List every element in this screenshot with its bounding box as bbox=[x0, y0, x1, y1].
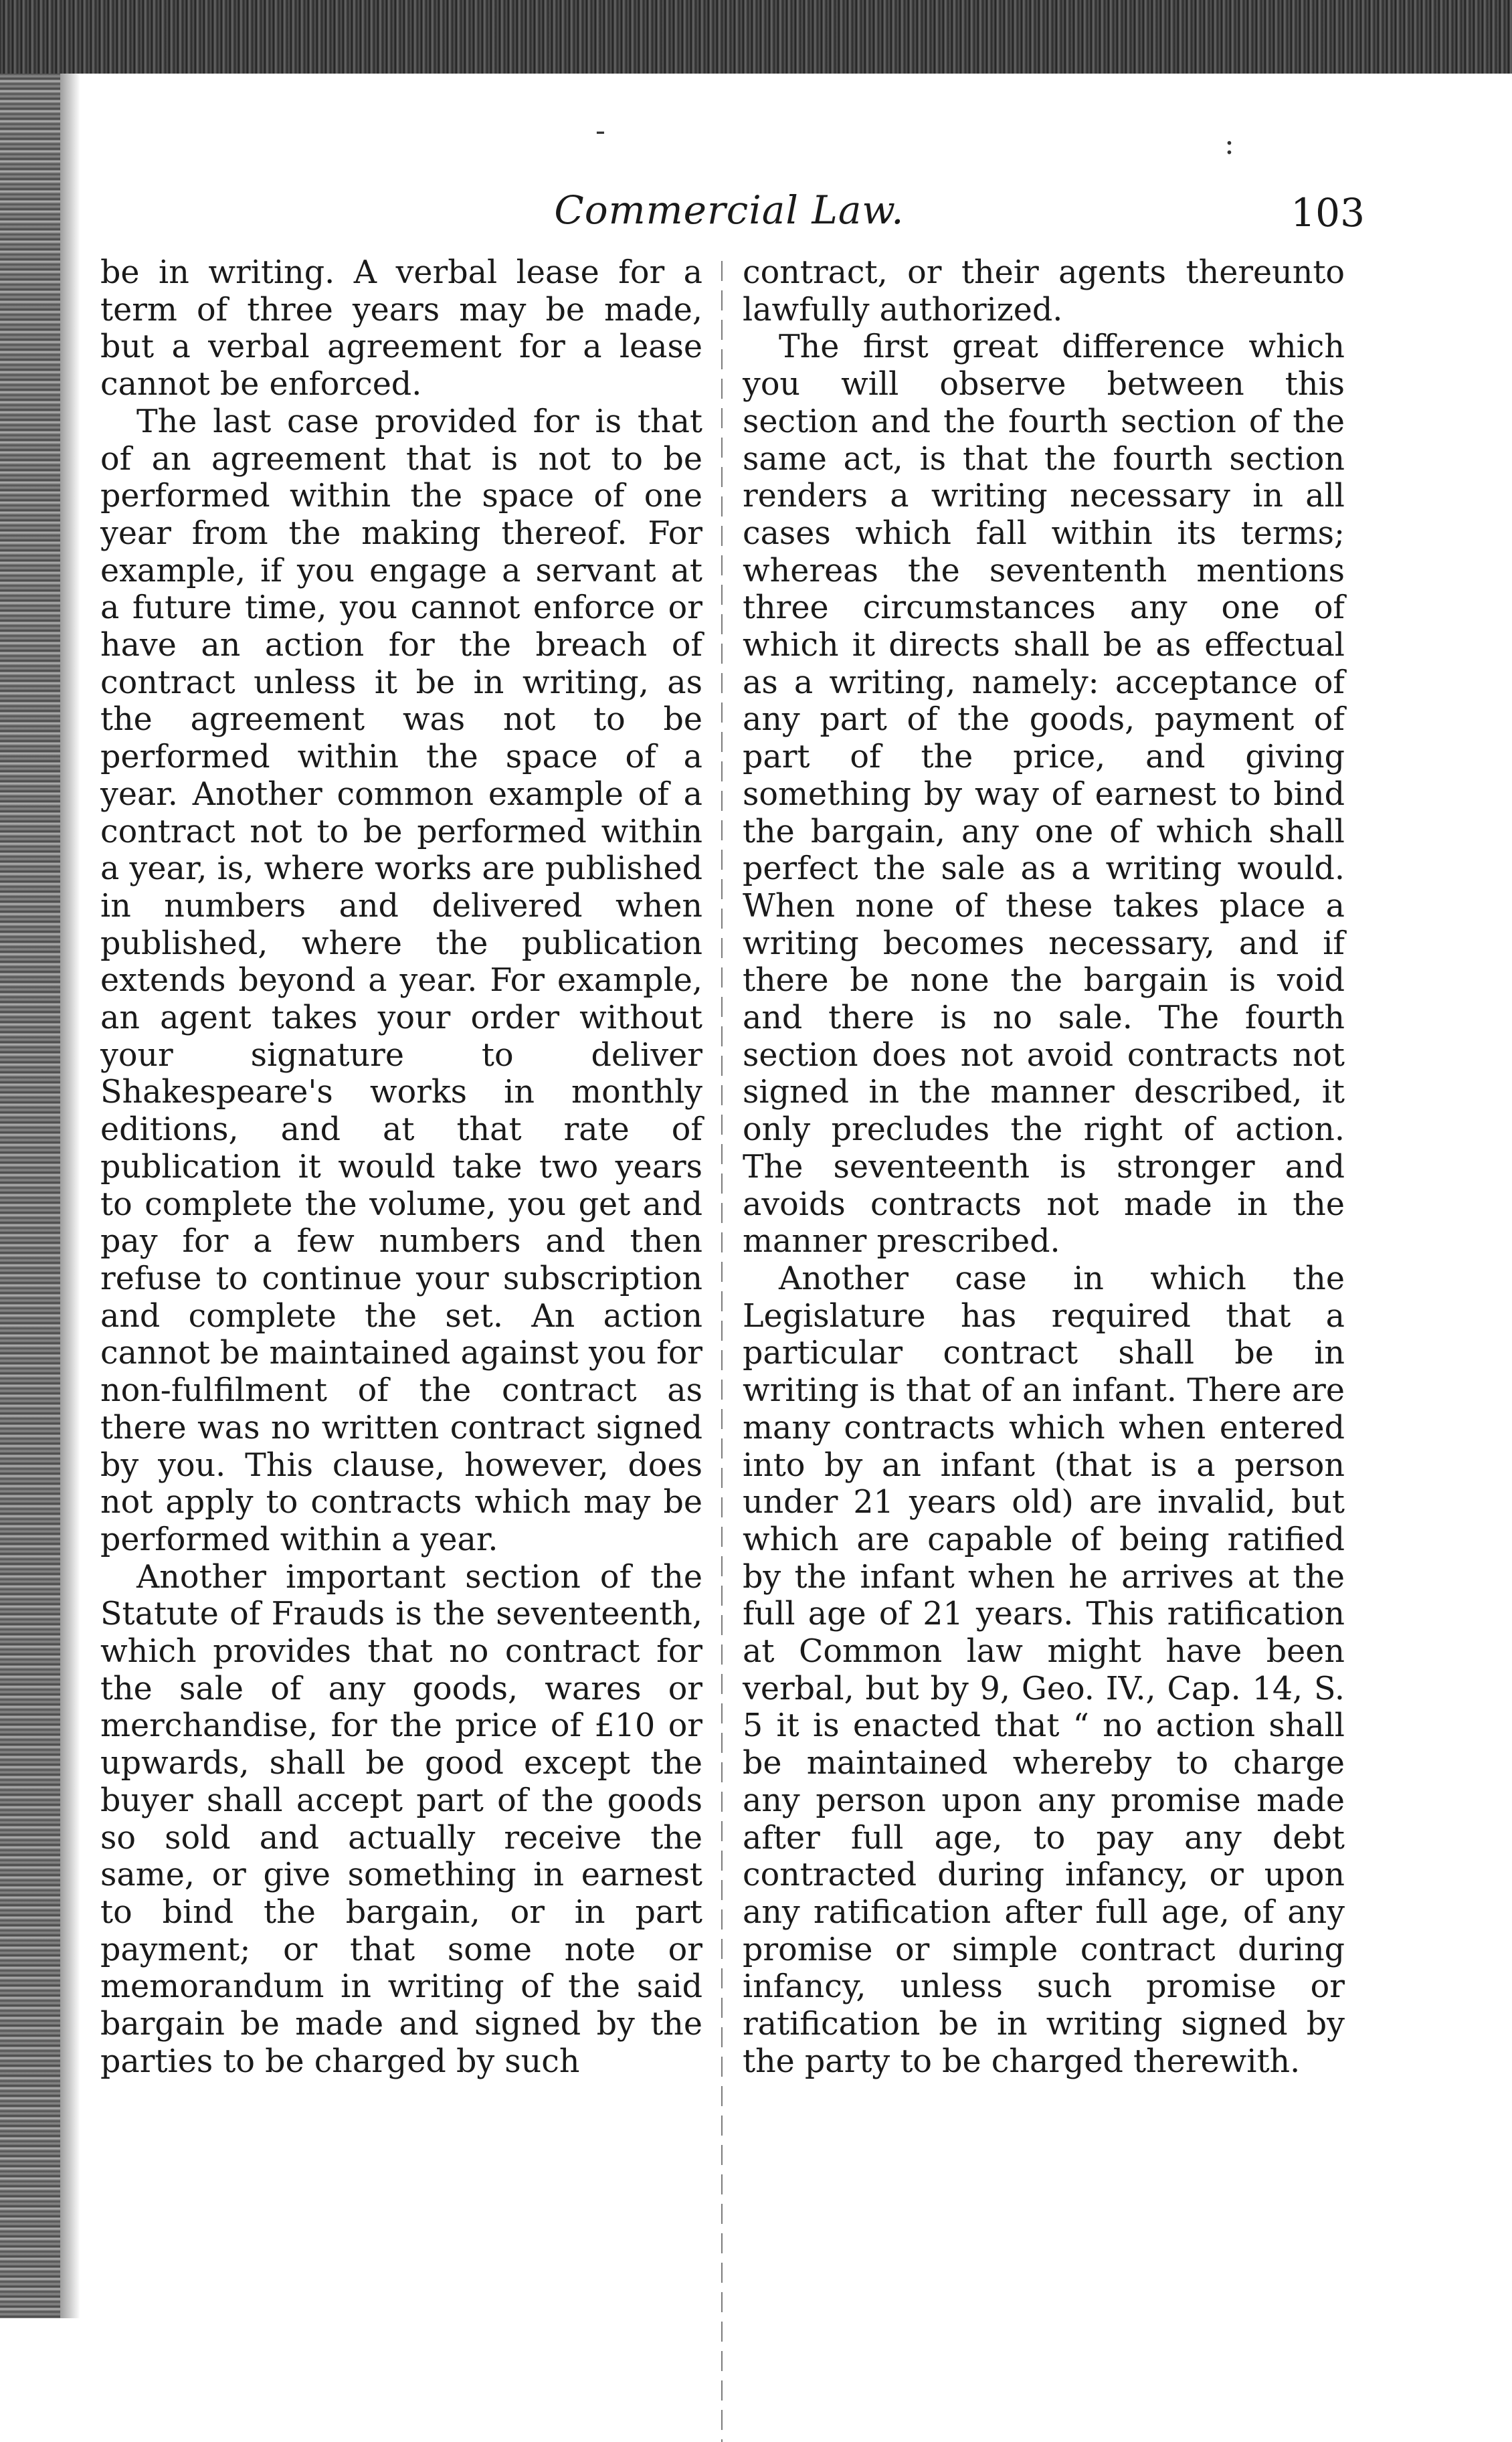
scan-top-edge bbox=[0, 0, 1512, 74]
column-divider bbox=[721, 261, 723, 2442]
left-column bbox=[100, 254, 702, 2080]
left-paragraph-2: The last case provided for is that of an agreement that is not to be performed within the space of one year from the making thereof. For example, if you engage a servant at a future time, you cannot enforce or have an action for the breach of contract unless it be in writing, as the agreement was not to be performed within the space of a year. Another common example of a contract not to be performed within a year, is, where works are published in numbers and delivered when published, where the publication extends beyond a year. For example, an agent takes your order without your signature to deliver Shakespeare's works in monthly editions, and at that rate of publication it would take two years to complete the volume, you get and pay for a few numbers and then refuse to continue your subscription and complete the set. An action cannot be maintained against you for non-fulfilment of the contract as there was no written contract signed by you. This clause, however, does not apply to contracts which may be performed within a year. bbox=[100, 403, 702, 1558]
right-paragraph-3: Another case in which the Legislature has required that a particular contract shall be in writing is that of an infant. There are many contracts which when entered into by an infant (that is a person under 21 years old) are invalid, but which are capable of being ratified by the infant when he arrives at the full age of 21 years. This ratification at Common law might have been verbal, but by 9, Geo. IV., Cap. 14, S. 5 it is enacted that “ no action shall be maintained whereby to charge any person upon any promise made after full age, to pay any debt contracted during infancy, or upon any ratification after full age, of any promise or simple contract during infancy, unless such promise or ratification be in writing signed by the party to be charged therewith. bbox=[743, 1260, 1345, 2080]
page-number: 103 bbox=[1291, 190, 1365, 236]
stray-dash-mark: - bbox=[595, 114, 605, 148]
scan-binding-edge bbox=[0, 74, 60, 2318]
right-paragraph-2: The first great difference which you will observe between this section and the fourth section of the same act, is that the fourth section renders a writing necessary in all cases which fall within its terms; whereas the sevententh mentions three circumstances any one of which it directs shall be as effectual as a writing, namely: acceptance of any part of the goods, payment of part of the price, and giving something by way of earnest to bind the bargain, any one of which shall perfect the sale as a writing would. When none of these takes place a writing becomes necessary, and if there be none the bargain is void and there is no sale. The fourth section does not avoid contracts not signed in the manner described, it only precludes the right of action. The seventeenth is stronger and avoids contracts not made in the manner prescribed. bbox=[743, 328, 1345, 1260]
left-paragraph-3: Another important section of the Statute of Frauds is the seventeenth, which provides that no contract for the sale of any goods, wares or merchandise, for the price of £10 or upwards, shall be good except the buyer shall accept part of the goods so sold and actually receive the same, or give something in earnest to bind the bargain, or in part payment; or that some note or memorandum in writing of the said bargain be made and signed by the parties to be charged by such bbox=[100, 1558, 702, 2080]
right-paragraph-1: contract, or their agents thereunto lawfully authorized. bbox=[743, 254, 1345, 328]
left-paragraph-1: be in writing. A verbal lease for a term of three years may be made, but a verbal agreement for a lease cannot be enforced. bbox=[100, 254, 702, 403]
page-header bbox=[94, 187, 1365, 241]
scan-binding-shadow bbox=[60, 74, 80, 2318]
right-column bbox=[743, 254, 1345, 2080]
running-title: Commercial Law. bbox=[554, 187, 905, 233]
stray-colon-mark: : bbox=[1224, 127, 1234, 161]
